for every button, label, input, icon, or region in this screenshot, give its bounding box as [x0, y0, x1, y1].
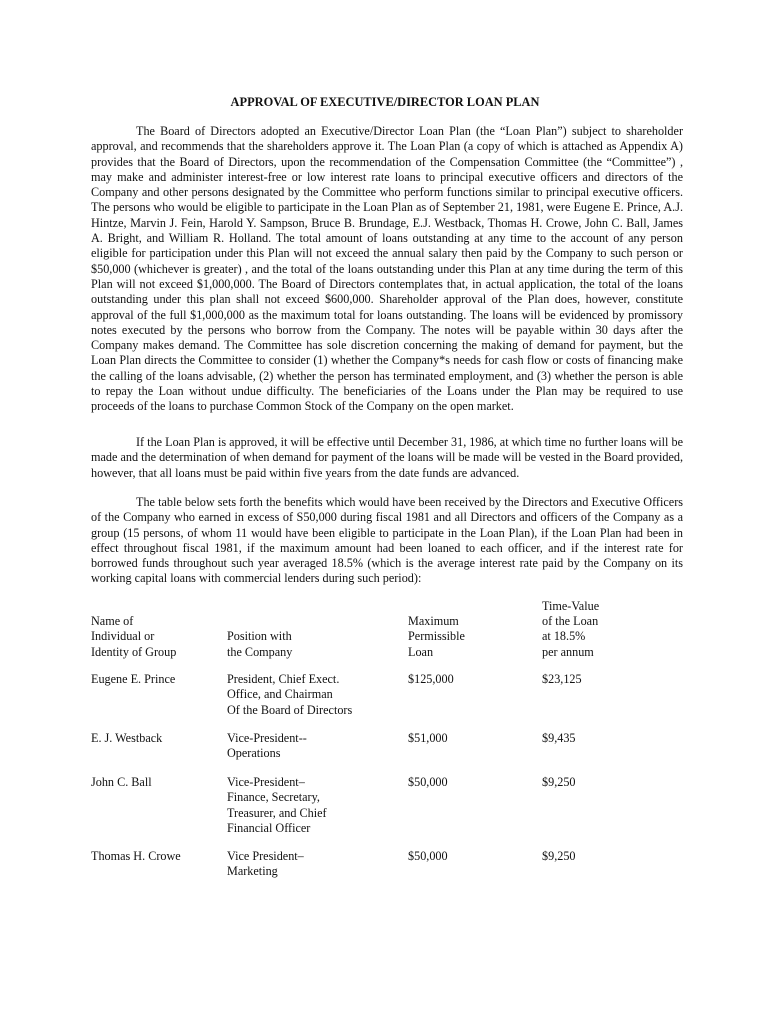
cell-max-loan: $51,000 — [408, 731, 448, 745]
cell-time-value: $9,250 — [542, 775, 576, 789]
cell-position: Vice-President– Finance, Secretary, Treasurer, and Chief Financial Officer — [227, 775, 327, 835]
cell-name: E. J. Westback — [91, 731, 163, 745]
cell-name: Eugene E. Prince — [91, 672, 176, 686]
table-row — [91, 731, 691, 775]
header-time-value: Time-Value of the Loan at 18.5% per annum — [542, 598, 600, 659]
cell-time-value: $9,250 — [542, 849, 576, 863]
cell-max-loan: $50,000 — [408, 849, 448, 863]
loan-benefits-table — [91, 598, 691, 889]
cell-position: Vice President– Marketing — [227, 849, 304, 879]
cell-time-value: $9,435 — [542, 731, 576, 745]
header-max-loan: Maximum Permissible Loan — [408, 614, 465, 659]
cell-time-value: $23,125 — [542, 672, 582, 686]
table-row — [91, 775, 691, 849]
cell-position: Vice-President-- Operations — [227, 731, 307, 761]
cell-name: Thomas H. Crowe — [91, 849, 181, 863]
cell-position: President, Chief Exect. Office, and Chairman Of the Board of Directors — [227, 672, 353, 717]
table-header-row — [91, 598, 691, 660]
paragraph-effective-period: If the Loan Plan is approved, it will be effective until December 31, 1986, at which time no further loans will be made and the determination of when demand for payment of the loans will be made will be vested in the Board provided, however, that all loans must be paid within five years from the date funds are advanced. — [91, 435, 683, 480]
table-row — [91, 672, 691, 731]
document-title: APPROVAL OF EXECUTIVE/DIRECTOR LOAN PLAN — [230, 95, 540, 109]
cell-name: John C. Ball — [91, 775, 152, 789]
cell-max-loan: $50,000 — [408, 775, 448, 789]
cell-max-loan: $125,000 — [408, 672, 454, 686]
paragraph-loan-plan-description: The Board of Directors adopted an Executive/Director Loan Plan (the “Loan Plan”) subject to shareholder approval, and recommends that the shareholders approve it. The Loan Plan (a copy of which is attached as Appendix A) provides that the Board of Directors, upon the recommendation of the Compensation Committee (the “Committee”) , may make and administer interest-free or low interest rate loans to principal executive officers and directors of the Company and other persons designated by the Committee who perform functions similar to principal executive officers. The persons who would be eligible to participate in the Loan Plan as of September 21, 1981, were Eugene E. Prince, A.J. Hintze, Marvin J. Fein, Harold Y. Sampson, Bruce B. Brundage, E.J. Westback, Thomas H. Crowe, John C. Ball, James A. Bright, and William R. Holland. The total amount of loans outstanding at any time to the account of any person eligible for participation under this Plan will not exceed the annual salary then paid by the Company to such person or $50,000 (whichever is greater) , and the total of the loans outstanding under this Plan at any time during the term of this Plan will not exceed $1,000,000. The Board of Directors contemplates that, in actual application, the total of the loans outstanding under this plan shall not exceed $600,000. Shareholder approval of the Plan does, however, constitute approval of the full $1,000,000 as the maximum total for loans outstanding. The loans will be evidenced by promissory notes executed by the persons who borrow from the Company. The notes will be payable within 30 days after the Company makes demand. The Committee has sole discretion concerning the making of demand for payment, but the Loan Plan directs the Committee to consider (1) whether the Company*s needs for cash flow or costs of financing make the calling of the loans advisable, (2) whether the person has terminated employment, and (3) whether the person is able to repay the Loan without undue difficulty. The beneficiaries of the Loans under the Plan may be required to use proceeds of the loans to purchase Common Stock of the Company on the open market. — [91, 124, 683, 414]
header-name: Name of Individual or Identity of Group — [91, 614, 177, 659]
header-position: Position with the Company — [227, 629, 293, 659]
paragraph-table-intro: The table below sets forth the benefits which would have been received by the Directors and Executive Officers of the Company who earned in excess of S50,000 during fiscal 1981 and all Directors and officers of the Company as a group (15 persons, of whom 11 would have been eligible to participate in the Loan Plan), if the Loan Plan had been in effect throughout fiscal 1981, if the maximum amount had been loaned to each officer, and if the interest rate for borrowed funds throughout such year averaged 18.5% (which is the average interest rate paid by the Company on its working capital loans with commercial lenders during such period): — [91, 495, 683, 586]
table-row — [91, 849, 691, 889]
